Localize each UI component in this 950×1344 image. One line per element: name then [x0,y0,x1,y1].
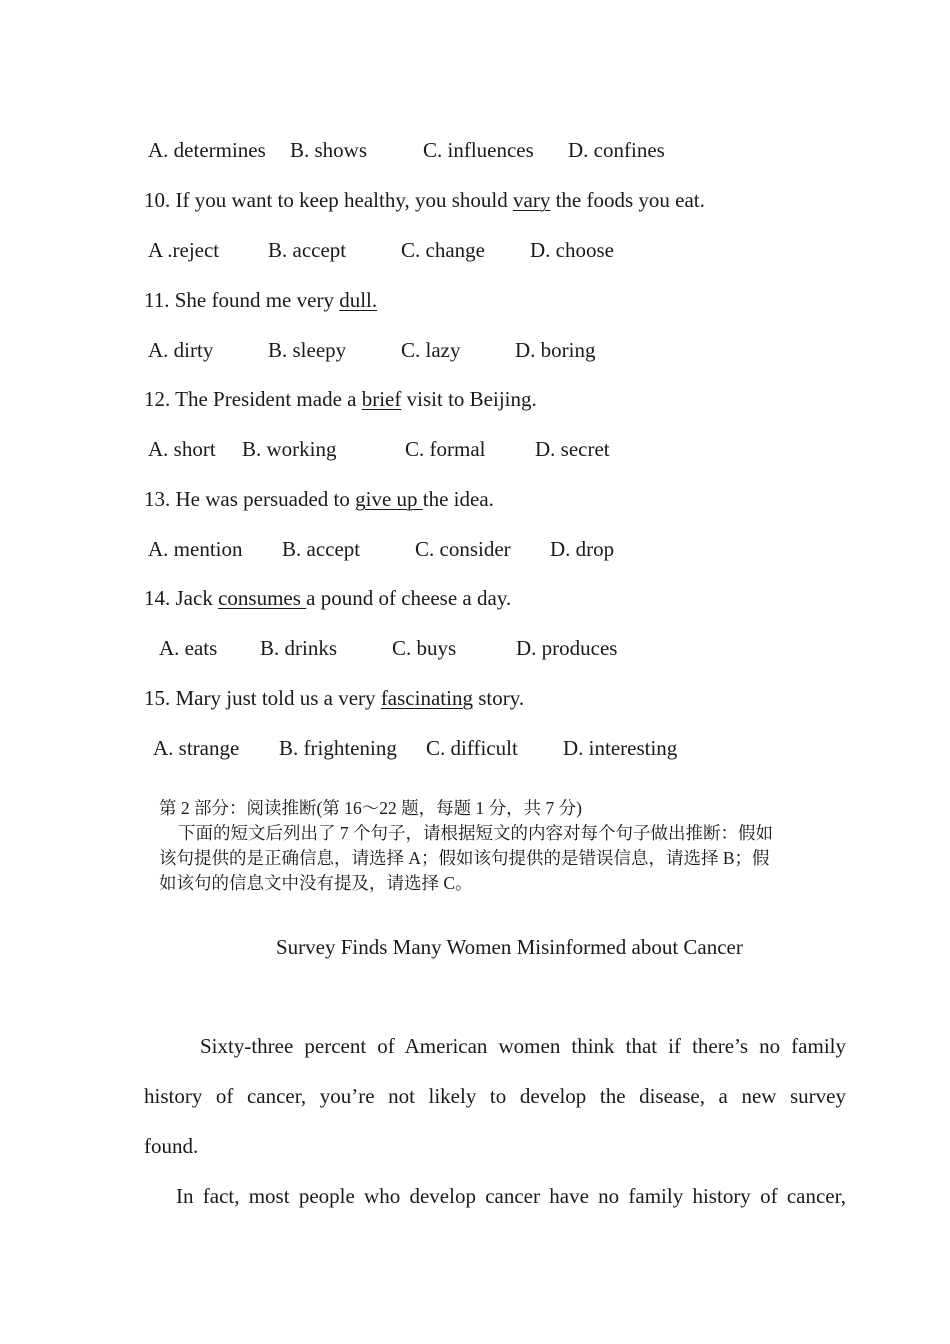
q14-option-b: B. drinks [260,636,338,660]
question-text: She found me very [174,288,334,312]
q9-option-c: C. influences [423,138,534,162]
q11-option-c: C. lazy [401,338,461,362]
q10-option-b: B. accept [268,238,347,262]
q9-option-a: A. determines [148,138,266,162]
question-text: If you want to keep healthy, you should [175,188,508,212]
question-text-end: the idea. [422,487,494,511]
q12-option-b: B. working [242,437,337,461]
q11-option-b: B. sleepy [268,338,347,362]
key-word: fascinating [380,686,473,710]
q11-option-d: D. boring [515,338,596,362]
question-text: The President made a [175,387,357,411]
article-p1-line-3: found. [144,1134,199,1158]
part2-instruction-line-3: 如该句的信息文中没有提及，请选择 C。 [159,873,473,893]
article-p2-line-1: In fact, most people who develop cancer have no family history of cancer, [176,1184,846,1208]
question-number: 12. [144,387,171,411]
q13-option-d: D. drop [550,537,615,561]
question-text-end: a pound of cheese a day. [306,586,512,610]
q9-option-d: D. confines [568,138,665,162]
article-p1-line-2: history of cancer, you’re not likely to develop the disease, a new survey [144,1084,846,1108]
q12-option-c: C. formal [405,437,486,461]
q13-option-a: A. mention [148,537,243,561]
q13-option-b: B. accept [282,537,361,561]
question-15 [144,688,524,709]
question-text: Mary just told us a very [175,686,376,710]
q15-option-a: A. strange [153,736,240,760]
question-number: 14. [144,586,171,610]
article-p1-line-1: Sixty-three percent of American women think that if there’s no family [200,1034,846,1058]
q12-option-a: A. short [148,437,216,461]
q10-option-c: C. change [401,238,485,262]
question-number: 13. [144,487,171,511]
q15-option-c: C. difficult [426,736,518,760]
question-text: Jack [175,586,213,610]
question-11 [144,290,377,311]
question-number: 15. [144,686,171,710]
question-text-end: visit to Beijing. [406,387,537,411]
key-word: vary [513,188,551,212]
part2-heading: 第 2 部分：阅读推断(第 16～22 题，每题 1 分，共 7 分) [159,798,582,818]
key-word: dull. [339,288,378,312]
question-number: 10. [144,188,171,212]
part2-instruction-line-2: 该句提供的是正确信息，请选择 A；假如该句提供的是错误信息，请选择 B；假 [159,848,770,868]
question-12 [144,389,537,410]
q14-option-c: C. buys [392,636,457,660]
q15-option-d: D. interesting [563,736,678,760]
q13-option-c: C. consider [415,537,511,561]
question-text-end: story. [478,686,525,710]
article-title: Survey Finds Many Women Misinformed about Cancer [276,935,743,959]
question-number: 11. [144,288,170,312]
q10-option-a: A .reject [148,238,220,262]
question-10 [144,190,705,211]
q12-option-d: D. secret [535,437,610,461]
question-text-end: the foods you eat. [555,188,705,212]
key-word: brief [361,387,402,411]
part2-instruction-line-1: 下面的短文后列出了 7 个句子，请根据短文的内容对每个句子做出推断：假如 [178,823,773,843]
question-text: He was persuaded to [175,487,350,511]
key-word: consumes [218,586,307,610]
q14-option-a: A. eats [159,636,218,660]
q9-option-b: B. shows [290,138,368,162]
key-word: give up [355,487,423,511]
q14-option-d: D. produces [516,636,618,660]
question-14 [144,588,511,609]
q15-option-b: B. frightening [279,736,397,760]
q10-option-d: D. choose [530,238,614,262]
question-13 [144,489,494,510]
q11-option-a: A. dirty [148,338,214,362]
